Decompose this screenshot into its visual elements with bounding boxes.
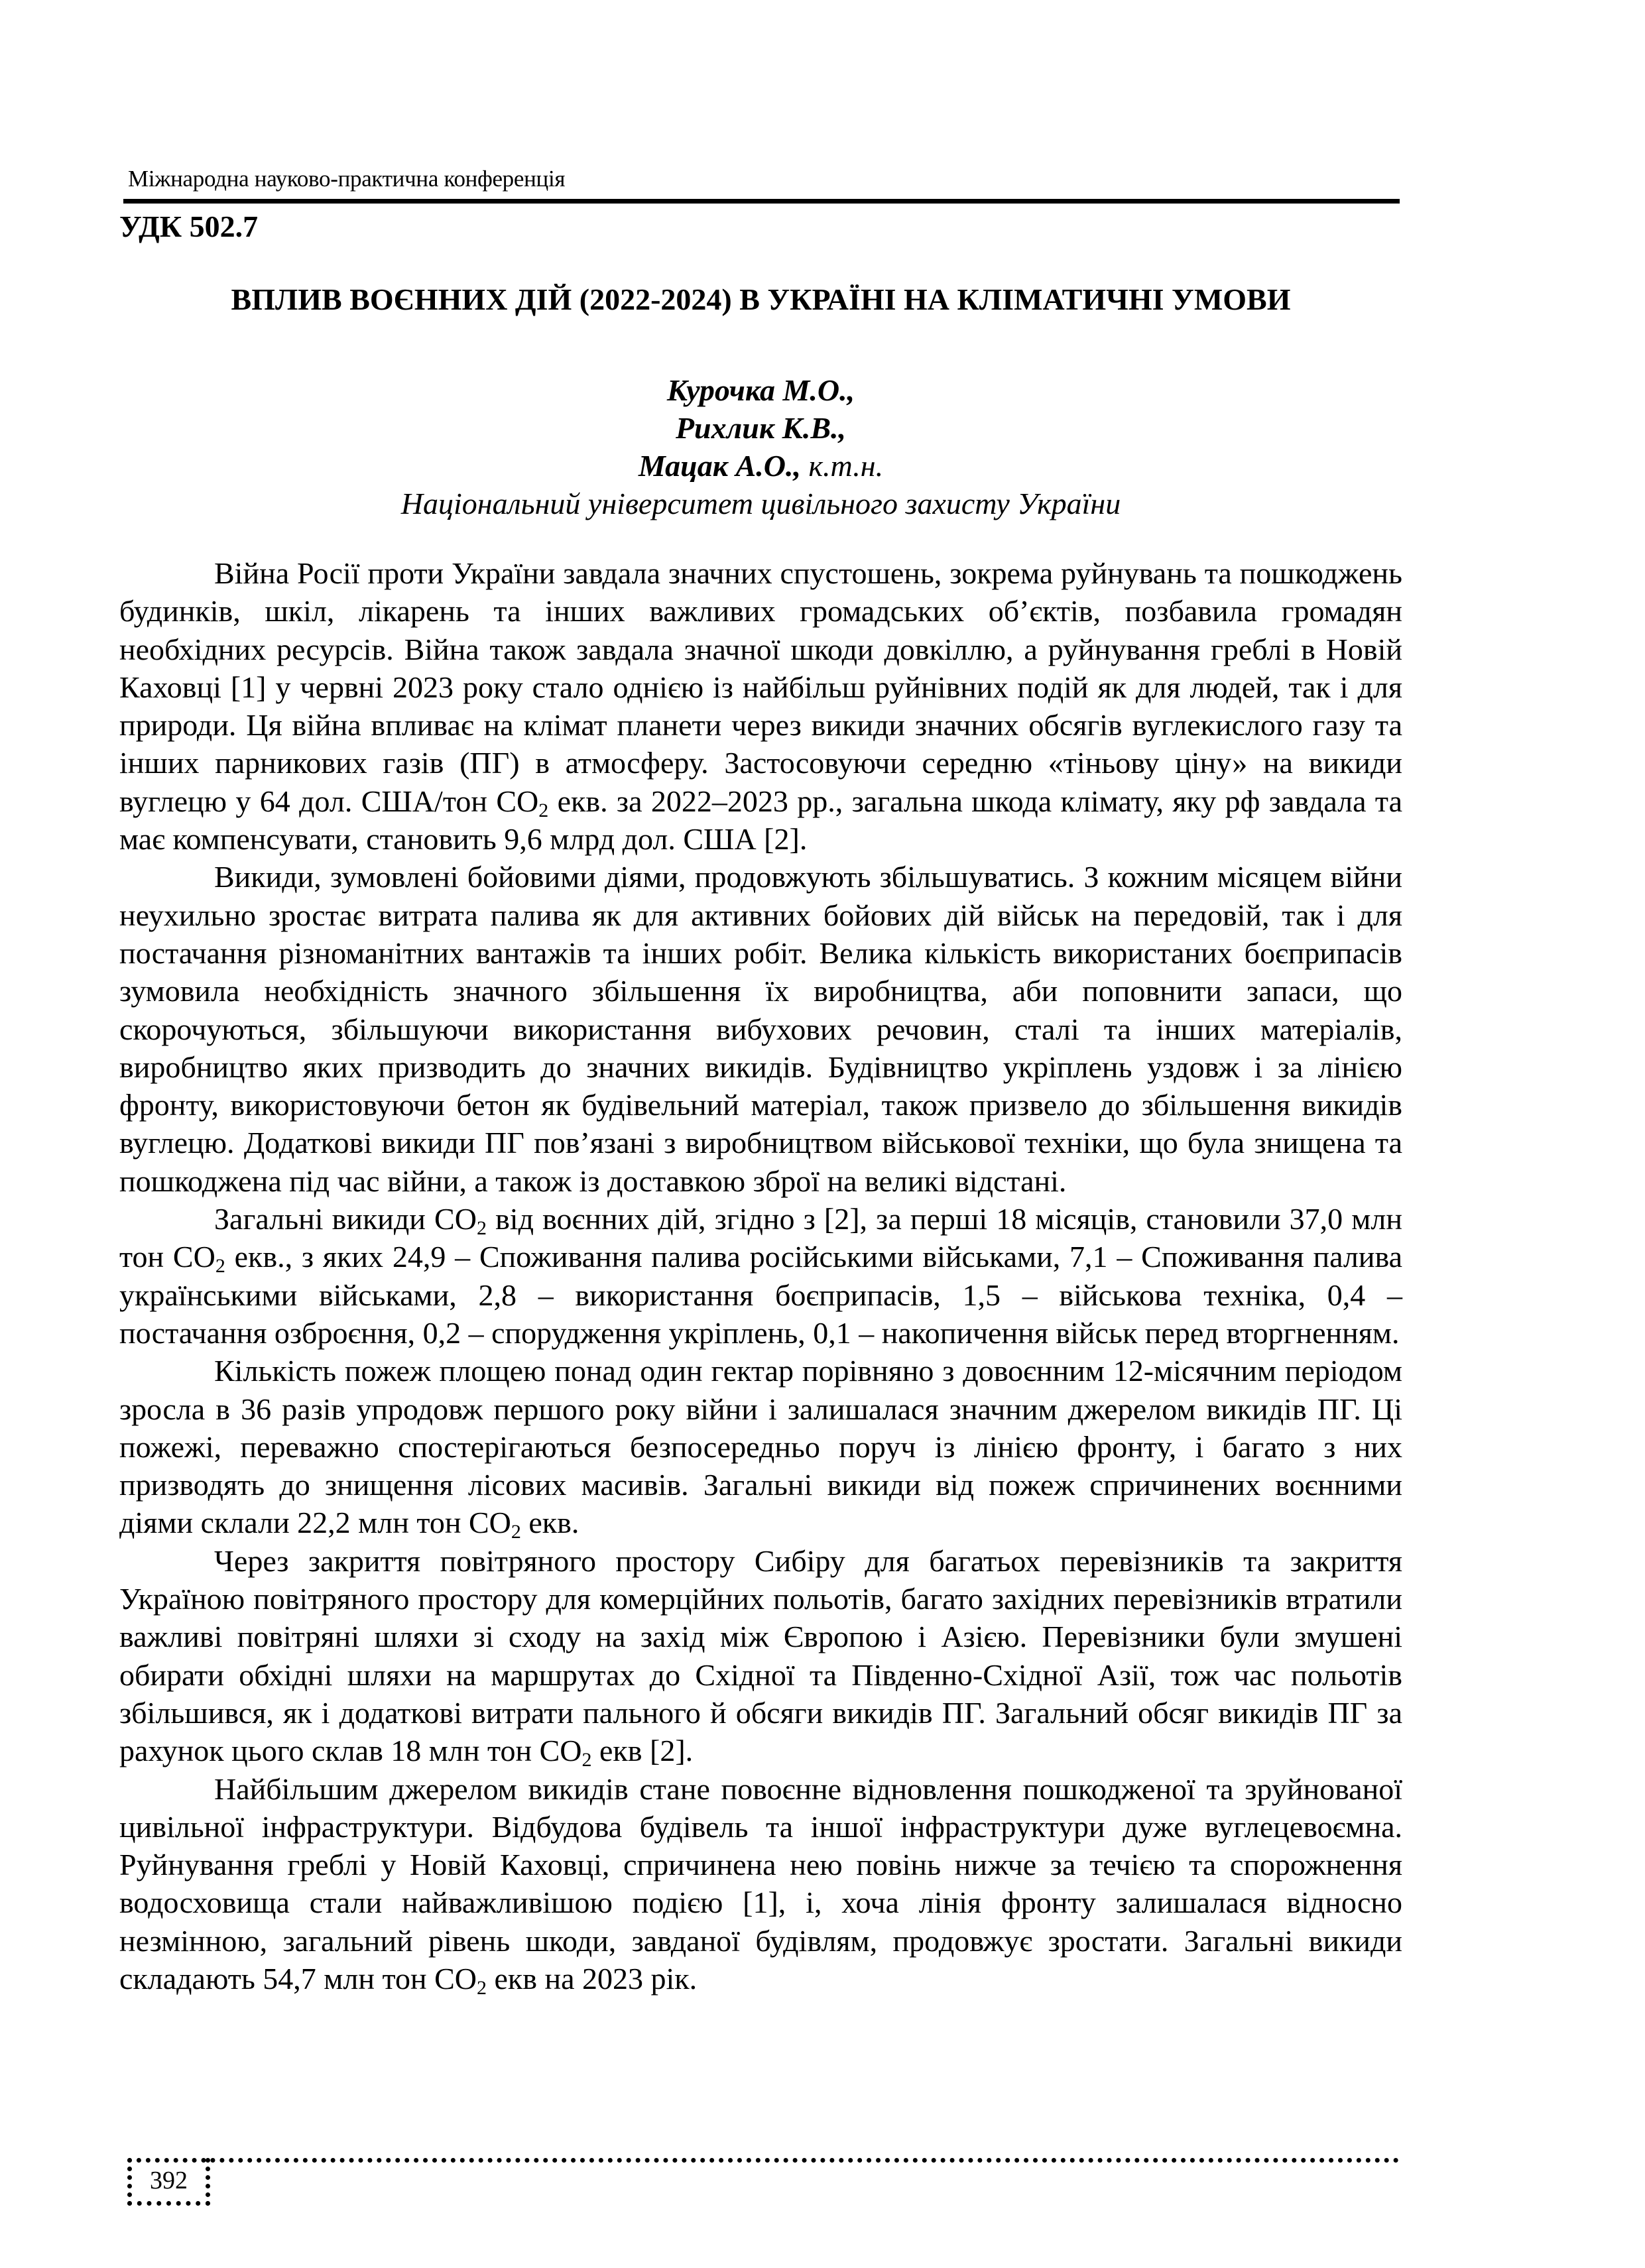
- text-run: Викиди, зумовлені бойовими діями, продовжують збільшуватись. З кожним місяцем війни неухильно зростає витрата палива як для активних бойових дій військ на передовій, так і для постачання різноманітних вантажів та інших робіт. Велика кількість використаних боєприпасів зумовила необхідність значного збільшення їх виробництва, аби поповнити запаси, що скорочуються, збільшуючи використання вибухових речовин, сталі та інших матеріалів, виробництво яких призводить до значних викидів. Будівництво укріплень уздовж і за лінією фронту, використовуючи бетон як будівельний матеріал, також призвело до збільшення викидів вуглецю. Додаткові викиди ПГ пов’язані з виробництвом військової техніки, що була знищена та пошкоджена під час війни, а також із доставкою зброї на великі відстані.: [119, 860, 1402, 1198]
- author-name: Рихлик К.В.,: [675, 411, 847, 445]
- article-title: ВПЛИВ ВОЄННИХ ДІЙ (2022-2024) В УКРАЇНІ НА КЛІМАТИЧНІ УМОВИ: [231, 282, 1291, 316]
- running-header: Міжнародна науково-практична конференція: [128, 166, 566, 192]
- article-body: [119, 554, 1402, 1998]
- body-paragraph: [119, 554, 1402, 858]
- author-block: [119, 371, 1402, 522]
- text-run: від воєнних дій, згідно з [2], за перші 18 місяців, становили 37,0 млн тон CO: [119, 1202, 1402, 1274]
- text-run: Найбільшим джерелом викидів стане повоєнне відновлення пошкодженої та зруйнованої цивільної інфраструктури. Відбудова будівель та іншої інфраструктури дуже вуглецевоємна. Руйнування греблі у Новій Каховці, спричинена нею повінь нижче за течією та спорожнення водосховища стали найважливішою подією [1], і, хоча лінія фронту залишалася відносно незмінною, загальний рівень шкоди, завданої будівлям, продовжує зростати. Загальні викиди складають 54,7 млн тон CO: [119, 1771, 1402, 1996]
- author-name: Курочка М.О.,: [666, 373, 855, 407]
- subscript: 2: [215, 1255, 225, 1278]
- text-run: Кількість пожеж площею понад один гектар порівняно з довоєнним 12-місячним періодом зросла в 36 разів упродовж першого року війни і залишалася значним джерелом викидів ПГ. Ці пожежі, переважно спостерігаються безпосередньо поруч із лінією фронту, і багато з них призводять до знищення лісових масивів. Загальні викиди від пожеж спричинених воєнними діями склали 22,2 млн тон CO: [119, 1354, 1402, 1540]
- author-line: [119, 447, 1402, 485]
- page-number: 392: [150, 2167, 188, 2194]
- author-degree: к.т.н.: [808, 449, 884, 483]
- text-run: екв.: [520, 1506, 579, 1540]
- page-number-box: [127, 2158, 210, 2206]
- author-line: [119, 409, 1402, 447]
- affiliation: Національний університет цивільного захисту України: [400, 487, 1121, 520]
- body-paragraph: [119, 858, 1402, 1200]
- udc-code: УДК 502.7: [119, 209, 259, 243]
- text-run: Через закриття повітряного простору Сибіру для багатьох перевізників та закриття Україною повітряного простору для комерційних польотів, багато західних перевізників втратили важливі повітряні шляхи зі сходу на захід між Європою і Азією. Перевізники були змушені обирати обхідні шляхи на маршрутах до Східної та Південно-Східної Азії, тож час польотів збільшився, як і додаткові витрати пального й обсяги викидів ПГ. Загальний обсяг викидів ПГ за рахунок цього склав 18 млн тон CO: [119, 1543, 1402, 1768]
- subscript: 2: [476, 1217, 487, 1240]
- footer-dotted-rule: [127, 2158, 1399, 2163]
- subscript: 2: [538, 799, 549, 821]
- subscript: 2: [581, 1749, 592, 1771]
- author-line: [119, 371, 1402, 409]
- header-rule: [123, 199, 1400, 204]
- text-run: екв на 2023 рік.: [487, 1961, 698, 1996]
- text-run: екв [2].: [591, 1734, 694, 1768]
- text-run: екв., з яких 24,9 – Споживання палива російськими військами, 7,1 – Споживання палива українськими військами, 2,8 – використання боєприпасів, 1,5 – військова техніка, 0,4 – постачання озброєння, 0,2 – спорудження укріплень, 0,1 – накопичення військ перед вторгненням.: [119, 1240, 1403, 1350]
- body-paragraph: [119, 1352, 1402, 1541]
- text-run: екв. за 2022–2023 рр., загальна шкода клімату, яку рф завдала та має компенсувати, становить 9,6 млрд дол. США [2].: [119, 784, 1402, 857]
- body-paragraph: [119, 1200, 1402, 1352]
- body-paragraph: [119, 1770, 1402, 1998]
- text-run: Загальні викиди CO: [214, 1202, 477, 1236]
- body-paragraph: [119, 1542, 1402, 1770]
- text-run: Війна Росії проти України завдала значних спустошень, зокрема руйнувань та пошкоджень будинків, шкіл, лікарень та інших важливих громадських об’єктів, позбавила громадян необхідних ресурсів. Війна також завдала значної шкоди довкіллю, а руйнування греблі в Новій Каховці [1] у червні 2023 року стало однією із найбільш руйнівних подій як для людей, так і для природи. Ця війна впливає на клімат планети через викиди значних обсягів вуглекислого газу та інших парникових газів (ПГ) в атмосферу. Застосовуючи середню «тіньову ціну» на викиди вуглецю у 64 дол. США/тон CO: [119, 556, 1402, 818]
- subscript: 2: [477, 1976, 487, 1999]
- subscript: 2: [511, 1521, 521, 1543]
- author-name: Мацак А.О.,: [638, 449, 801, 483]
